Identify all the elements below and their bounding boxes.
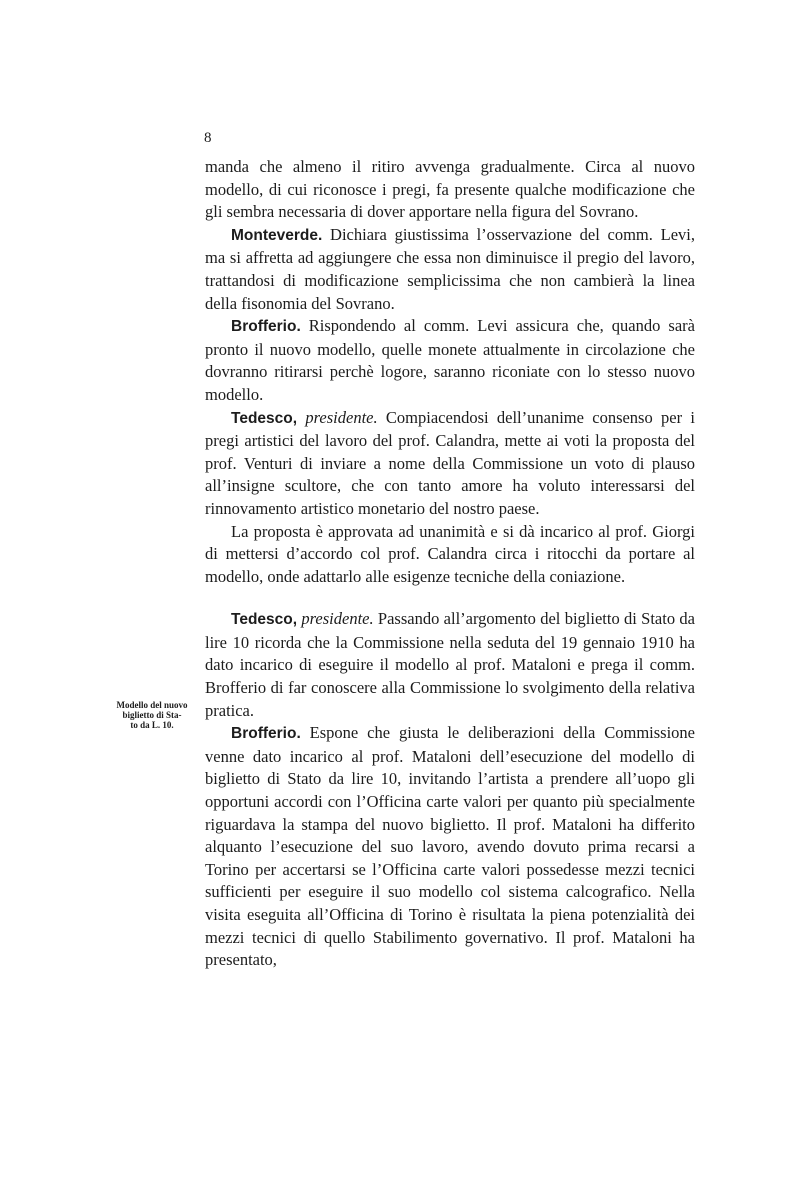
paragraph-text: Espone che giusta le deliberazioni della Commissione venne dato incarico al prof. Mataloni dell’esecuzione del modello di biglietto di Stato da lire 10, invitando l’artista a prendere all’uopo gli opportuni accordi con l’Officina carte valori per quanto più specialmente riguardava la stampa del nuovo biglietto. Il prof. Mataloni ha differito alquanto l’esecuzione del suo lavoro, avendo dovuto prima recarsi a Torino per accertarsi se l’Officina carte valori possedesse mezzi tecnici sufficienti per eseguire il suo modello col sistema calcografico. Nella visita eseguita all’Officina di Torino è risultata la piena potenzialità dei mezzi tecnici di quello Stabilimento governativo. Il prof. Mataloni ha presentato, xyxy=(205,723,695,970)
margin-note-line: biglietto di Sta- xyxy=(122,710,182,720)
paragraph-brofferio-biglietto xyxy=(205,722,695,972)
body-text xyxy=(205,156,695,972)
margin-note-line: Modello del nuovo xyxy=(116,700,188,710)
paragraph-text: Rispondendo al comm. Levi assicura che, quando sarà pronto il nuovo modello, quelle monete attualmente in circolazione che dovranno ritirarsi perchè logore, saranno riconiate con lo stesso nuovo modello. xyxy=(205,316,695,404)
paragraph-brofferio xyxy=(205,315,695,406)
speaker-name: Brofferio. xyxy=(231,318,301,336)
paragraph-resolution xyxy=(205,521,695,589)
paragraph-text: Dichiara giustissima l’osservazione del comm. Levi, ma si affretta ad aggiungere che essa non diminuisce il pregio del lavoro, trattandosi di modificazione semplicissima che non cambierà la linea della fisonomia del Sovrano. xyxy=(205,224,695,313)
paragraph-monteverde xyxy=(205,224,695,315)
paragraph-text: La proposta è approvata ad unanimità e si dà incarico al prof. Giorgi di mettersi d’accordo col prof. Calandra circa i ritocchi da portare al modello, onde adattarlo alle esigenze tecniche della coniazione. xyxy=(205,521,695,586)
paragraph-text: Compiacendosi dell’unanime consenso per i pregi artistici del lavoro del prof. Calandra, mette ai voti la proposta del prof. Venturi di inviare a nome della Commissione un voto di plauso all’insigne scultore, che con tanto amore ha voluto interessarsi del rinnovamento artistico monetario del nostro paese. xyxy=(205,407,696,518)
margin-note xyxy=(104,700,200,730)
speaker-name: Tedesco, xyxy=(231,409,298,427)
paragraph-tedesco xyxy=(205,407,695,521)
paragraph-continuation xyxy=(205,156,695,224)
paragraph-text: manda che almeno il ritiro avvenga gradualmente. Circa al nuovo modello, di cui riconosce i pregi, fa presente qualche modificazione che gli sembra necessaria di dover apportare nella figura del Sovrano. xyxy=(205,157,695,222)
margin-note-line: to da L. 10. xyxy=(130,720,174,730)
speaker-name: Tedesco, xyxy=(231,611,298,629)
speaker-name: Brofferio. xyxy=(231,725,301,743)
paragraph-tedesco-biglietto xyxy=(205,608,695,722)
speaker-role: presidente. xyxy=(297,407,378,427)
speaker-name: Monteverde. xyxy=(231,226,323,244)
paragraph-text: Passando all’argomento del biglietto di Stato da lire 10 ricorda che la Commissione nella seduta del 19 gennaio 1910 ha dato incarico di eseguire il modello al prof. Mataloni e prega il comm. Brofferio di far conoscere alla Commissione lo svolgimento della relativa pratica. xyxy=(205,609,695,720)
section-gap xyxy=(205,588,695,608)
speaker-role: presidente. xyxy=(297,609,374,629)
page-number: 8 xyxy=(204,130,212,146)
